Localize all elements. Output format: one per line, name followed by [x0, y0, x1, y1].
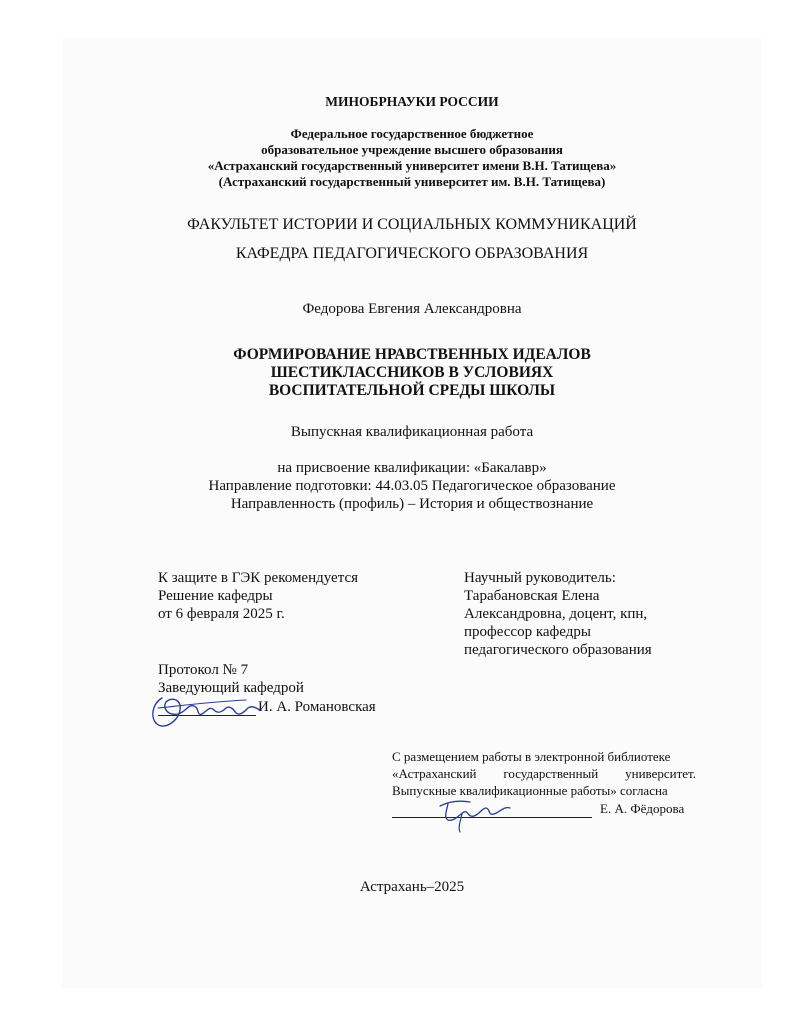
- consent-line: «Астраханский государственный университет.: [392, 766, 696, 781]
- author-name: Федорова Евгения Александровна: [302, 301, 522, 317]
- institution-line: образовательное учреждение высшего образования: [261, 142, 563, 157]
- supervisor-line: педагогического образования: [464, 642, 652, 658]
- defense-line: от 6 февраля 2025 г.: [158, 606, 285, 622]
- qualification-line: Направление подготовки: 44.03.05 Педагогическое образование: [208, 478, 616, 494]
- thesis-title-line: ШЕСТИКЛАССНИКОВ В УСЛОВИЯХ: [270, 364, 554, 381]
- head-handwritten-signature: [148, 688, 264, 732]
- ministry-name: МИНОБРНАУКИ РОССИИ: [325, 94, 499, 109]
- qualification-line: на присвоение квалификации: «Бакалавр»: [277, 460, 547, 476]
- defense-line: К защите в ГЭК рекомендуется: [158, 570, 359, 586]
- institution-line: Федеральное государственное бюджетное: [290, 126, 534, 141]
- supervisor-line: Научный руководитель:: [464, 570, 616, 586]
- consent-line: С размещением работы в электронной библиотеке: [392, 749, 671, 764]
- work-type: Выпускная квалификационная работа: [290, 424, 534, 440]
- protocol-number: Протокол № 7: [158, 662, 249, 678]
- supervisor-line: профессор кафедры: [464, 624, 591, 640]
- supervisor-line: Тарабановская Елена: [464, 588, 600, 604]
- author-handwritten-signature: [434, 794, 520, 834]
- thesis-title-line: ВОСПИТАТЕЛЬНОЙ СРЕДЫ ШКОЛЫ: [268, 382, 556, 399]
- head-of-department-name: И. А. Романовская: [258, 699, 376, 715]
- city-and-year: Астрахань–2025: [359, 879, 465, 895]
- consent-line: Выпускные квалификационные работы» согласна: [392, 783, 668, 798]
- supervisor-line: Александровна, доцент, кпн,: [464, 606, 648, 622]
- department-name: КАФЕДРА ПЕДАГОГИЧЕСКОГО ОБРАЗОВАНИЯ: [235, 245, 589, 262]
- consent-signer-name: Е. А. Фёдорова: [600, 801, 685, 816]
- thesis-title-line: ФОРМИРОВАНИЕ НРАВСТВЕННЫХ ИДЕАЛОВ: [233, 346, 591, 363]
- defense-line: Решение кафедры: [158, 588, 273, 604]
- faculty-name: ФАКУЛЬТЕТ ИСТОРИИ И СОЦИАЛЬНЫХ КОММУНИКАЦИЙ: [187, 216, 637, 233]
- institution-line: «Астраханский государственный университет имени В.Н. Татищева»: [207, 158, 617, 173]
- qualification-line: Направленность (профиль) – История и обществознание: [230, 496, 594, 512]
- head-of-department-title: Заведующий кафедрой: [158, 680, 304, 696]
- institution-line: (Астраханский государственный университет им. В.Н. Татищева): [218, 174, 606, 189]
